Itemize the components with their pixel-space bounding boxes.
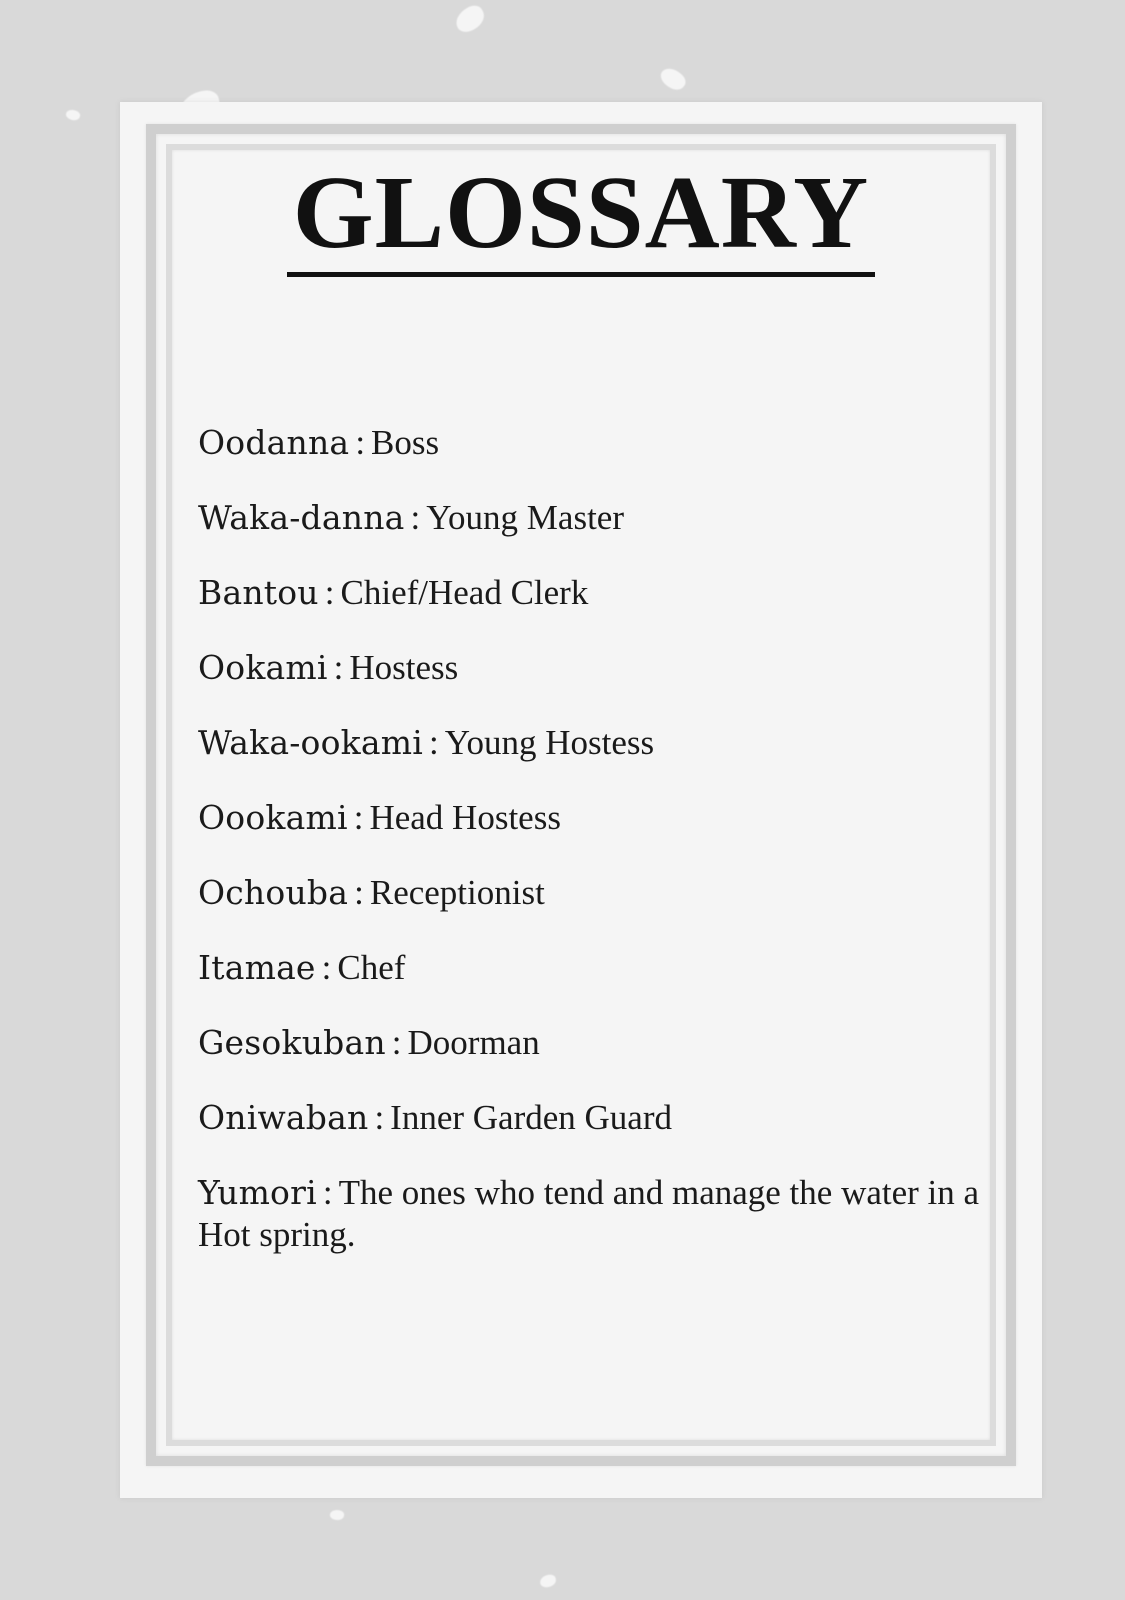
glossary-term: Waka-ookami	[198, 723, 423, 762]
glossary-term: Waka-danna	[198, 498, 405, 537]
glossary-entry	[198, 947, 998, 989]
glossary-definition: Hostess	[349, 648, 459, 687]
petal-decoration	[657, 64, 688, 95]
glossary-term: Ochouba	[198, 873, 349, 912]
glossary-entry	[198, 497, 998, 539]
separator: :	[410, 498, 421, 537]
glossary-definition: Inner Garden Guard	[390, 1098, 672, 1137]
glossary-term: Bantou	[198, 573, 319, 612]
glossary-definition: Boss	[371, 423, 440, 462]
separator: :	[353, 798, 364, 837]
glossary-entry	[198, 647, 998, 689]
petal-decoration	[65, 108, 82, 122]
page-title: GLOSSARY	[287, 160, 876, 277]
petal-decoration	[329, 1509, 345, 1521]
glossary-term: Gesokuban	[198, 1023, 386, 1062]
glossary-entry	[198, 872, 998, 914]
separator: :	[322, 1173, 333, 1212]
glossary-entry	[198, 422, 998, 464]
glossary-entry	[198, 797, 998, 839]
glossary-definition: Young Master	[426, 498, 624, 537]
glossary-definition: Chef	[337, 948, 406, 987]
separator: :	[321, 948, 332, 987]
glossary-entry	[198, 1172, 998, 1256]
petal-decoration	[452, 2, 489, 36]
separator: :	[429, 723, 439, 762]
glossary-entry	[198, 1022, 998, 1064]
separator: :	[324, 573, 335, 612]
glossary-definition: Doorman	[407, 1023, 540, 1062]
separator: :	[355, 423, 366, 462]
glossary-definition: Chief/Head Clerk	[340, 573, 589, 612]
glossary-definition: Head Hostess	[369, 798, 561, 837]
separator: :	[391, 1023, 402, 1062]
glossary-definition: Receptionist	[369, 873, 545, 912]
petal-decoration	[539, 1574, 557, 1589]
glossary-term: Oookami	[198, 798, 348, 837]
separator: :	[354, 873, 364, 912]
separator: :	[374, 1098, 385, 1137]
glossary-definition: The ones who tend and manage the water in a Hot spring.	[198, 1173, 980, 1254]
glossary-term: Itamae	[198, 948, 316, 987]
glossary-page	[120, 102, 1042, 1498]
separator: :	[333, 648, 344, 687]
glossary-entry	[198, 572, 998, 614]
glossary-term: Ookami	[198, 648, 328, 687]
glossary-list	[198, 422, 998, 1289]
glossary-term: Yumori	[198, 1173, 317, 1212]
glossary-entry	[198, 722, 998, 764]
glossary-entry	[198, 1097, 998, 1139]
glossary-term: Oniwaban	[198, 1098, 369, 1137]
glossary-term: Oodanna	[198, 423, 350, 462]
title-container	[120, 155, 1042, 277]
glossary-definition: Young Hostess	[444, 723, 655, 762]
